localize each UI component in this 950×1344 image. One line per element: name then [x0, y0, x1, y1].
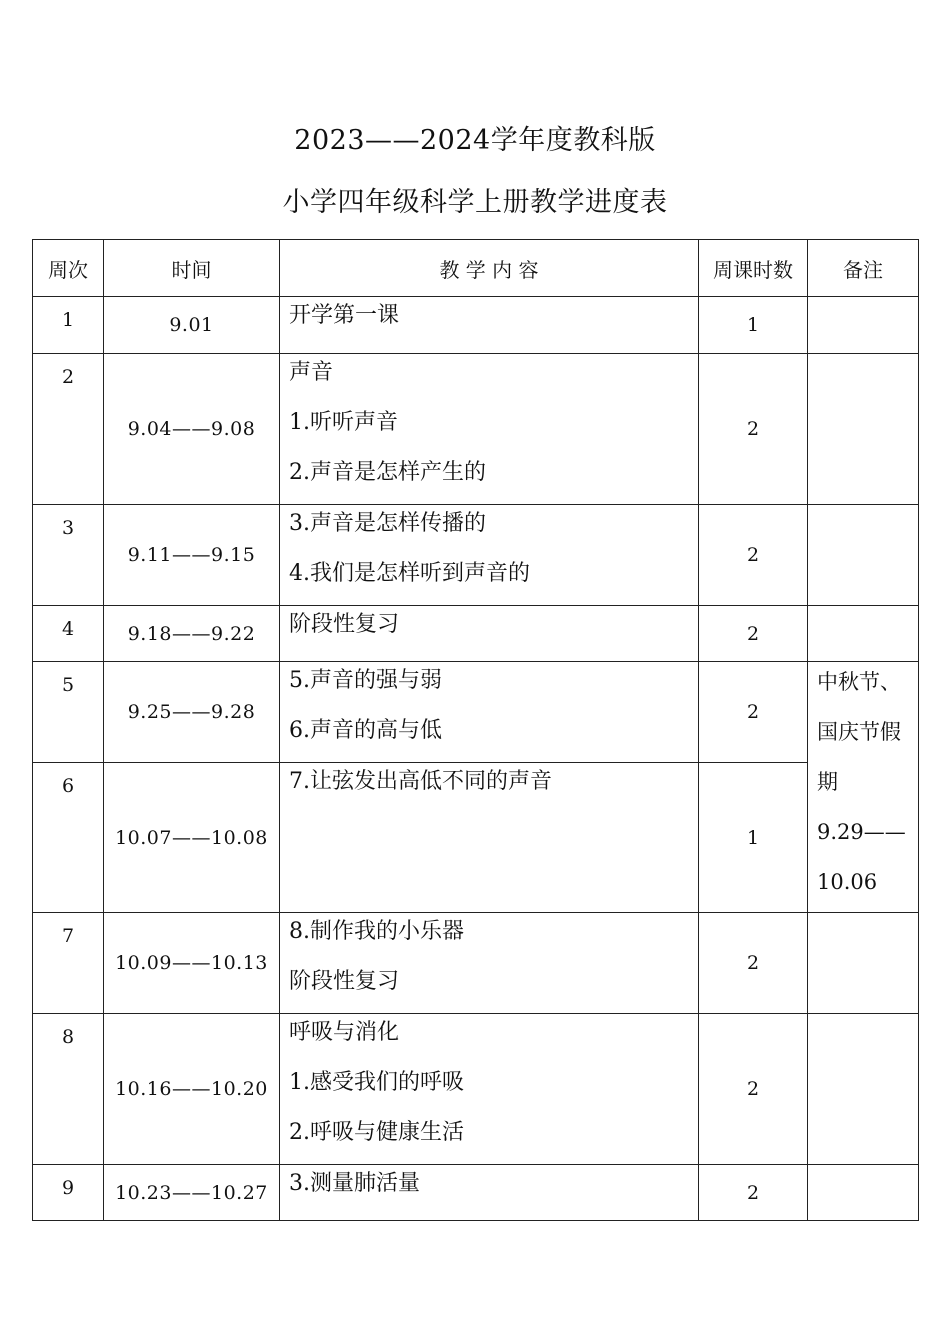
- content-line: 1.听听声音: [289, 410, 398, 435]
- content-line: 7.让弦发出高低不同的声音: [289, 769, 552, 794]
- time-cell: 10.07——10.08: [104, 763, 280, 913]
- week-cell: 1: [33, 297, 104, 354]
- document-subtitle: 小学四年级科学上册教学进度表: [282, 187, 668, 218]
- header-notes: 备注: [808, 240, 919, 297]
- notes-cell: [808, 297, 919, 354]
- time-cell: 9.04——9.08: [104, 354, 280, 505]
- table-row: [33, 354, 919, 505]
- time-cell: 9.25——9.28: [104, 662, 280, 763]
- header-row: [33, 240, 919, 297]
- week-cell: 8: [33, 1014, 104, 1165]
- table-row: [33, 913, 919, 1014]
- table-row: [33, 297, 919, 354]
- notes-cell: [808, 913, 919, 1014]
- content-line: 阶段性复习: [289, 612, 400, 637]
- time-cell: 9.18——9.22: [104, 606, 280, 662]
- time-cell: 10.16——10.20: [104, 1014, 280, 1165]
- content-line: 2.呼吸与健康生活: [289, 1120, 464, 1145]
- content-cell: [280, 354, 699, 505]
- content-cell: [280, 763, 699, 913]
- week-cell: 2: [33, 354, 104, 505]
- content-line: 6.声音的高与低: [289, 718, 442, 743]
- content-cell: [280, 505, 699, 606]
- content-line: 2.声音是怎样产生的: [289, 460, 486, 485]
- content-line: 4.我们是怎样听到声音的: [289, 561, 530, 586]
- holiday-note-cell: [808, 662, 919, 913]
- week-cell: 3: [33, 505, 104, 606]
- note-line: 中秋节、: [817, 670, 901, 694]
- hours-cell: 1: [699, 763, 808, 913]
- notes-cell: [808, 505, 919, 606]
- notes-cell: [808, 606, 919, 662]
- hours-cell: 2: [699, 354, 808, 505]
- content-cell: [280, 1165, 699, 1221]
- content-line: 3.测量肺活量: [289, 1171, 420, 1196]
- content-line: 阶段性复习: [289, 969, 400, 994]
- hours-cell: 2: [699, 1165, 808, 1221]
- content-cell: [280, 1014, 699, 1165]
- week-cell: 4: [33, 606, 104, 662]
- content-cell: [280, 662, 699, 763]
- time-cell: 9.01: [104, 297, 280, 354]
- hours-cell: 2: [699, 913, 808, 1014]
- table-row: [33, 662, 919, 763]
- table-row: [33, 505, 919, 606]
- hours-cell: 2: [699, 505, 808, 606]
- header-week: 周次: [33, 240, 104, 297]
- time-cell: 9.11——9.15: [104, 505, 280, 606]
- content-cell: [280, 913, 699, 1014]
- header-hours: 周课时数: [699, 240, 808, 297]
- header-content: 教 学 内 容: [280, 240, 699, 297]
- content-line: 1.感受我们的呼吸: [289, 1070, 464, 1095]
- note-line: 10.06: [817, 870, 878, 894]
- content-line: 5.声音的强与弱: [289, 668, 442, 693]
- week-cell: 6: [33, 763, 104, 913]
- notes-cell: [808, 354, 919, 505]
- table-row: [33, 1014, 919, 1165]
- content-line: 呼吸与消化: [289, 1020, 400, 1045]
- table-row: [33, 1165, 919, 1221]
- week-cell: 9: [33, 1165, 104, 1221]
- content-cell: [280, 297, 699, 354]
- table-row: [33, 606, 919, 662]
- schedule-table: [32, 239, 919, 1221]
- content-line: 声音: [289, 360, 334, 385]
- note-line: 期: [817, 770, 838, 794]
- content-line: 开学第一课: [289, 303, 400, 328]
- content-line: 3.声音是怎样传播的: [289, 511, 486, 536]
- hours-cell: 2: [699, 1014, 808, 1165]
- week-cell: 5: [33, 662, 104, 763]
- hours-cell: 1: [699, 297, 808, 354]
- note-line: 9.29——: [817, 820, 906, 844]
- week-cell: 7: [33, 913, 104, 1014]
- hours-cell: 2: [699, 606, 808, 662]
- hours-cell: 2: [699, 662, 808, 763]
- document-title: 2023——2024学年度教科版: [294, 125, 656, 156]
- notes-cell: [808, 1014, 919, 1165]
- time-cell: 10.23——10.27: [104, 1165, 280, 1221]
- notes-cell: [808, 1165, 919, 1221]
- content-cell: [280, 606, 699, 662]
- note-line: 国庆节假: [817, 720, 901, 744]
- header-time: 时间: [104, 240, 280, 297]
- content-line: 8.制作我的小乐器: [289, 919, 464, 944]
- table-row: [33, 763, 919, 913]
- time-cell: 10.09——10.13: [104, 913, 280, 1014]
